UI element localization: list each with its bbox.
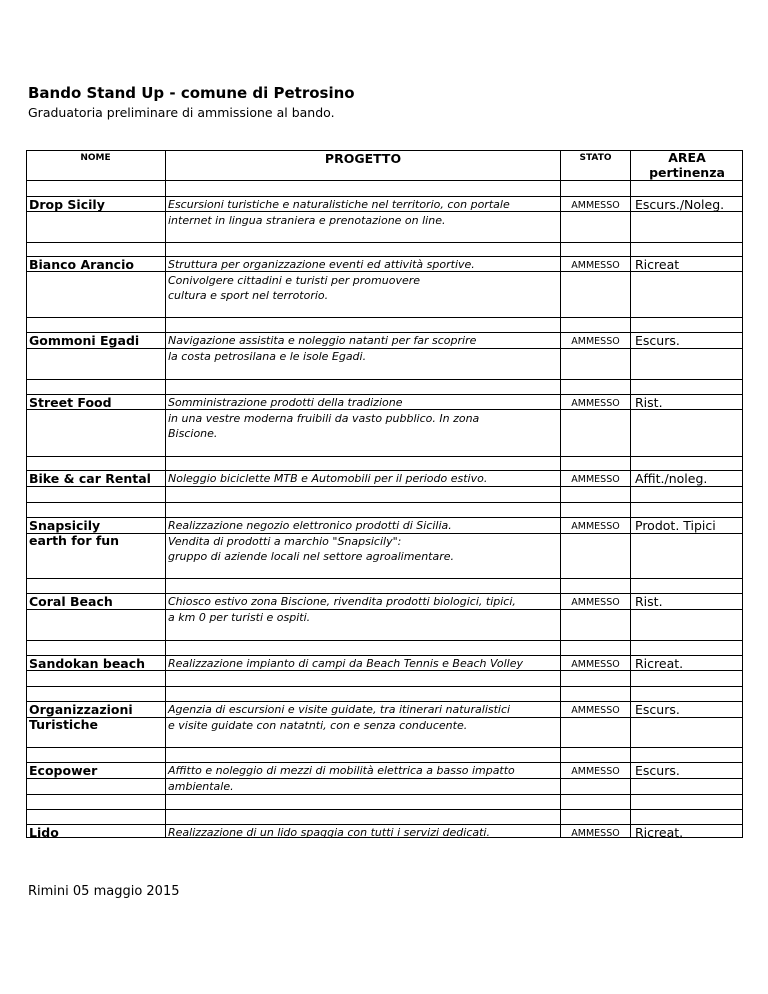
cell-progetto-line: Vendita di prodotti a marchio "Snapsicily": <box>168 534 402 548</box>
cell-stato: AMMESSO <box>571 336 620 347</box>
cell-stato: AMMESSO <box>571 828 620 839</box>
cell-progetto-line: Chiosco estivo zona Biscione, rivendita prodotti biologici, tipici, <box>168 595 516 608</box>
cell-area: Rist. <box>635 594 663 609</box>
cell-nome-line: Lido <box>29 825 59 840</box>
cell-progetto-line: Noleggio biciclette MTB e Automobili per il periodo estivo. <box>168 472 488 485</box>
cell-progetto <box>168 656 558 672</box>
cell-nome <box>29 702 133 732</box>
header-area-line2: pertinenza <box>649 165 725 180</box>
cell-progetto-line: gruppo di aziende locali nel settore agroalimentare. <box>168 550 454 564</box>
cell-progetto <box>168 518 558 565</box>
cell-progetto <box>168 333 558 364</box>
cell-progetto <box>168 825 558 841</box>
cell-nome <box>29 395 112 410</box>
row-divider <box>26 640 743 641</box>
cell-area: Rist. <box>635 395 663 410</box>
cell-nome-line: earth for fun <box>29 533 120 548</box>
cell-nome-line: Ecopower <box>29 763 98 778</box>
cell-stato: AMMESSO <box>571 705 620 716</box>
cell-nome <box>29 518 119 548</box>
cell-progetto-line: e visite guidate con natatnti, con e senza conducente. <box>168 718 468 732</box>
cell-nome <box>29 594 113 609</box>
cell-nome-line: Turistiche <box>29 717 98 732</box>
cell-progetto-line: in una vestre moderna fruibili da vasto pubblico. In zona <box>168 411 480 425</box>
cell-progetto-line: a km 0 per turisti e ospiti. <box>168 610 311 624</box>
cell-progetto-line: Affitto e noleggio di mezzi di mobilità elettrica a basso impatto <box>168 764 515 777</box>
cell-stato: AMMESSO <box>571 260 620 271</box>
cell-stato: AMMESSO <box>571 474 620 485</box>
row-divider <box>26 242 743 243</box>
cell-nome <box>29 257 134 272</box>
cell-progetto <box>168 197 558 228</box>
header-area-line1: AREA <box>668 150 706 165</box>
cell-area: Ricreat. <box>635 656 684 671</box>
row-divider <box>26 379 743 380</box>
cell-nome <box>29 197 105 212</box>
cell-nome <box>29 656 145 671</box>
cell-progetto-line: Realizzazione negozio elettronico prodotti di Sicilia. <box>168 519 452 532</box>
cell-nome-line: Snapsicily <box>29 518 101 533</box>
row-divider <box>26 747 743 748</box>
cell-nome-line: Organizzazioni <box>29 702 133 717</box>
header-area <box>631 150 743 180</box>
cell-progetto <box>168 257 558 304</box>
cell-area: Ricreat. <box>635 825 684 840</box>
cell-progetto-line: Agenzia di escursioni e visite guidate, tra itinerari naturalistici <box>168 703 511 716</box>
cell-stato: AMMESSO <box>571 659 620 670</box>
cell-area: Affit./noleg. <box>635 471 708 486</box>
cell-progetto <box>168 702 558 733</box>
column-divider <box>630 150 631 838</box>
cell-progetto-line: la costa petrosilana e le isole Egadi. <box>168 349 367 363</box>
cell-progetto <box>168 471 558 487</box>
row-divider <box>26 456 743 457</box>
cell-stato: AMMESSO <box>571 398 620 409</box>
row-divider <box>26 809 743 810</box>
cell-nome-line: Bike & car Rental <box>29 471 151 486</box>
cell-area: Escurs. <box>635 702 680 717</box>
ranking-table <box>26 150 743 838</box>
cell-progetto <box>168 395 558 442</box>
cell-area: Escurs. <box>635 333 680 348</box>
cell-progetto-line: ambientale. <box>168 779 234 793</box>
header-progetto: PROGETTO <box>324 151 402 166</box>
cell-progetto-line: Somministrazione prodotti della tradizione <box>168 396 403 409</box>
cell-nome-line: Street Food <box>29 395 112 410</box>
cell-nome-line: Gommoni Egadi <box>29 333 140 348</box>
header-nome: NOME <box>80 153 111 163</box>
cell-stato: AMMESSO <box>571 766 620 777</box>
cell-stato: AMMESSO <box>571 521 620 532</box>
cell-progetto <box>168 763 558 794</box>
header-stato: STATO <box>579 153 612 163</box>
cell-progetto-line: Navigazione assistita e noleggio natanti per far scoprire <box>168 334 477 347</box>
cell-progetto-line: Realizzazione impianto di campi da Beach Tennis e Beach Volley <box>168 657 523 670</box>
cell-progetto <box>168 594 558 625</box>
cell-progetto-line: Struttura per organizzazione eventi ed attività sportive. <box>168 258 475 271</box>
row-divider <box>26 317 743 318</box>
cell-progetto-line: Realizzazione di un lido spaggia con tutti i servizi dedicati. <box>168 826 490 839</box>
cell-nome-line: Sandokan beach <box>29 656 146 671</box>
cell-nome-line: Bianco Arancio <box>29 257 134 272</box>
document-title: Bando Stand Up - comune di Petrosino <box>28 84 355 102</box>
cell-nome <box>29 825 59 840</box>
cell-area: Ricreat <box>635 257 680 272</box>
cell-nome <box>29 471 151 486</box>
cell-progetto-line: Escursioni turistiche e naturalistiche nel territorio, con portale <box>168 198 510 211</box>
cell-stato: AMMESSO <box>571 200 620 211</box>
cell-nome <box>29 333 139 348</box>
cell-stato: AMMESSO <box>571 597 620 608</box>
cell-progetto-line: Biscione. <box>168 427 218 441</box>
cell-nome <box>29 763 97 778</box>
document-subtitle: Graduatoria preliminare di ammissione al bando. <box>28 105 335 120</box>
cell-progetto-line: internet in lingua straniera e prenotazione on line. <box>168 213 446 227</box>
document-footer: Rimini 05 maggio 2015 <box>28 884 180 899</box>
column-divider <box>560 150 561 838</box>
cell-progetto-line: cultura e sport nel terrotorio. <box>168 289 329 303</box>
column-divider <box>165 150 166 838</box>
table-frame <box>26 150 743 838</box>
cell-nome-line: Coral Beach <box>29 594 113 609</box>
cell-area: Escurs. <box>635 763 680 778</box>
cell-area: Prodot. Tipici <box>635 518 716 533</box>
row-divider <box>26 180 743 181</box>
row-divider <box>26 578 743 579</box>
row-divider <box>26 686 743 687</box>
row-divider <box>26 502 743 503</box>
cell-nome-line: Drop Sicily <box>29 197 105 212</box>
cell-progetto-line: Conivolgere cittadini e turisti per promuovere <box>168 273 421 287</box>
cell-area: Escurs./Noleg. <box>635 197 725 212</box>
